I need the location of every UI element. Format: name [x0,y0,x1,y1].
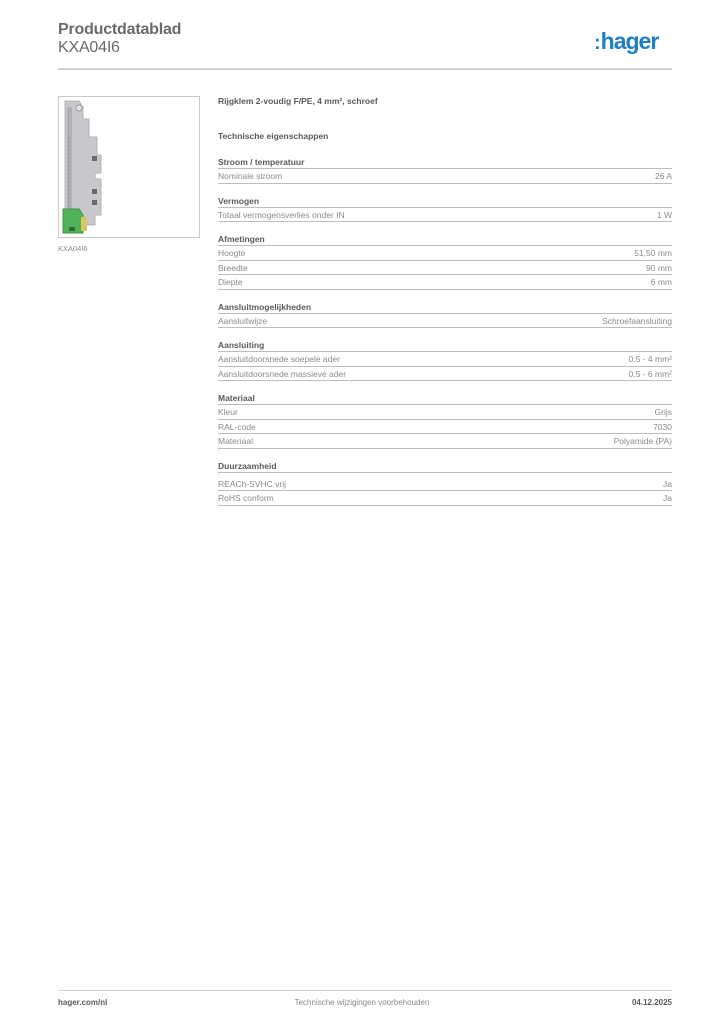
logo-colon-icon: : [594,32,600,54]
section-title: Duurzaamheid [218,460,672,473]
spec-row [218,420,672,435]
spec-row [218,169,672,184]
product-name: Rijgklem 2-voudig F/PE, 4 mm², schroef [218,96,378,106]
section-title: Vermogen [218,195,672,208]
spec-label: Totaal vermogensverlies onder IN [218,209,345,220]
spec-value: Grijs [654,407,672,417]
footer-disclaimer: Technische wijzigingen voorbehouden [294,998,430,1007]
section-current-temperature [218,156,672,184]
spec-value: 51,50 mm [634,248,672,258]
spec-label: Diepte [218,277,243,287]
spec-label: REACh-SVHC vrij [218,478,287,489]
specs-table [218,156,672,517]
section-power [218,195,672,223]
terminal-block-image-icon [59,97,199,237]
spec-value: Ja [663,493,672,503]
spec-row [218,477,672,492]
header-divider [58,68,672,70]
section-title: Stroom / temperatuur [218,156,672,169]
spec-value: Ja [663,478,672,489]
spec-value: 6 mm [650,277,672,287]
spec-label: Aansluitdoorsnede massieve ader [218,368,347,379]
spec-label: Materiaal [218,436,253,446]
page-title: Productdatablad [58,21,182,38]
product-code: KXA04I6 [58,39,120,56]
spec-label: Kleur [218,407,238,417]
spec-row [218,314,672,329]
spec-row [218,405,672,420]
spec-value: 90 mm [646,262,672,273]
spec-value: 0.5 - 6 mm² [628,368,672,379]
spec-label: RAL-code [218,421,256,432]
section-sustainability [218,460,672,506]
spec-row [218,246,672,261]
section-title: Materiaal [218,392,672,405]
logo-text: hager [600,28,659,54]
spec-label: Aansluitwijze [218,315,268,326]
footer-divider [58,990,672,991]
spec-label: Hoogte [218,248,246,258]
spec-value: 7030 [653,421,672,432]
section-material [218,392,672,449]
spec-label: Breedte [218,262,248,273]
section-title: Aansluiting [218,339,672,352]
section-title: Afmetingen [218,233,672,246]
spec-value: Polyamide (PA) [613,436,672,446]
product-image [58,96,200,238]
spec-row [218,261,672,276]
spec-row [218,275,672,290]
section-connection [218,339,672,381]
technical-properties-heading: Technische eigenschappen [218,131,329,141]
spec-label: RoHS conform [218,493,274,503]
spec-row [218,208,672,223]
spec-row [218,367,672,382]
section-dimensions [218,233,672,290]
spec-row [218,434,672,449]
spec-label: Nominale stroom [218,171,283,181]
spec-value: Schroefaansluiting [602,315,672,326]
spec-value: 1 W [656,209,672,220]
spec-value: 26 A [654,171,672,181]
footer-website-link[interactable]: hager.com/nl [58,998,108,1007]
section-connection-options [218,301,672,329]
section-title: Aansluitmogelijkheden [218,301,672,314]
spec-label: Aansluitdoorsnede soepele ader [218,354,340,364]
spec-row [218,491,672,506]
hager-logo [594,28,658,55]
spec-value: 0.5 - 4 mm² [628,354,672,364]
image-caption: KXA04I6 [58,244,88,253]
footer-date: 04.12.2025 [631,998,672,1007]
spec-row [218,352,672,367]
